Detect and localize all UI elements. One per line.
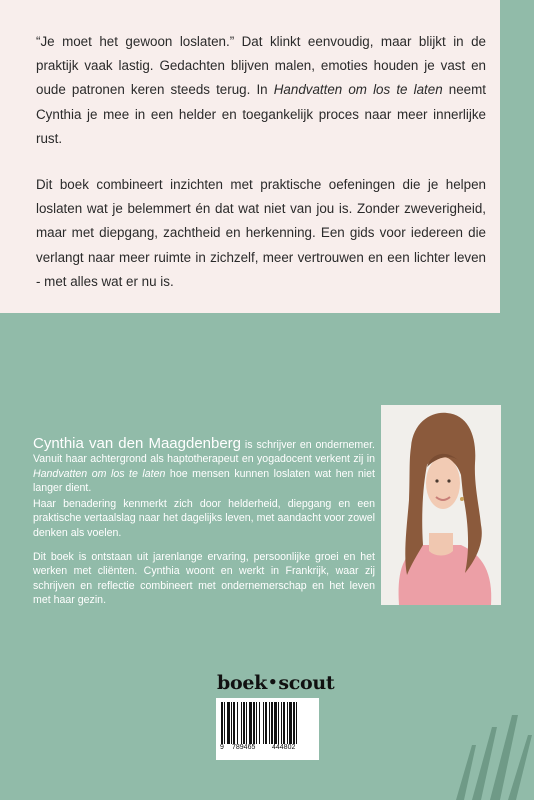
blurb-text: neemt Cynthia je mee in een helder en toegankelijk proces naar meer innerlijke rust. — [36, 82, 486, 146]
isbn-number — [216, 744, 319, 756]
blurb-panel — [0, 0, 500, 313]
book-title-italic: Handvatten om los te laten — [33, 467, 166, 480]
publisher-logo — [217, 672, 335, 698]
author-bio-paragraph-1 — [33, 437, 375, 496]
book-title-italic: Handvatten om los te laten — [273, 82, 443, 98]
blurb-text: “Je moet het gewoon loslaten.” Dat klinkt eenvoudig, maar blijkt in de praktijk vaak lastig. Gedachten blijven malen, emoties houden je vast en oude patronen keren steeds terug. In — [36, 34, 486, 98]
publisher-logo-dot: • — [268, 673, 278, 691]
author-name: Cynthia van den Maagdenberg — [33, 435, 242, 452]
bio-text: is schrijver en ondernemer. Vanuit haar achtergrond als haptotherapeut en yogadocent verkent zij in — [33, 439, 375, 466]
isbn-digit-group: 444802 — [272, 744, 296, 751]
bio-text: hoe mensen kunnen loslaten wat hen niet langer dient. — [33, 467, 375, 495]
decorative-stripes — [446, 705, 534, 800]
blurb-paragraph-2: Dit boek combineert inzichten met praktische oefeningen die je helpen loslaten wat je belemmert én dat wat niet van jou is. Zonder zweverigheid, maar met diepgang, zachtheid en herkenning. Een gids voor iedereen die verlangt naar meer ruimte in zichzelf, meer vertrouwen en een lichter leven - met alles wat er nu is. — [36, 177, 486, 289]
author-bio-paragraph-2: Haar benadering kenmerkt zich door helderheid, diepgang en een praktische vertaalslag naar het dagelijks leven, met aandacht voor zowel denken als voelen. — [33, 498, 375, 539]
barcode-bars — [221, 702, 314, 744]
author-bio-paragraph-3: Dit boek is ontstaan uit jarenlange ervaring, persoonlijke groei en het werken met cliënten. Cynthia woont en werkt in Frankrijk, waar zij schrijven en reflectie combineert met ondernemerschap en het leven met haar gezin. — [33, 551, 375, 607]
isbn-barcode — [216, 698, 319, 760]
publisher-logo-text: boek — [217, 672, 268, 694]
publisher-logo-text: scout — [278, 672, 335, 694]
isbn-digit-group: 789465 — [232, 744, 256, 751]
isbn-digit-group: 9 — [220, 744, 224, 751]
author-photo — [381, 405, 501, 605]
blurb-paragraph-1 — [36, 30, 486, 151]
